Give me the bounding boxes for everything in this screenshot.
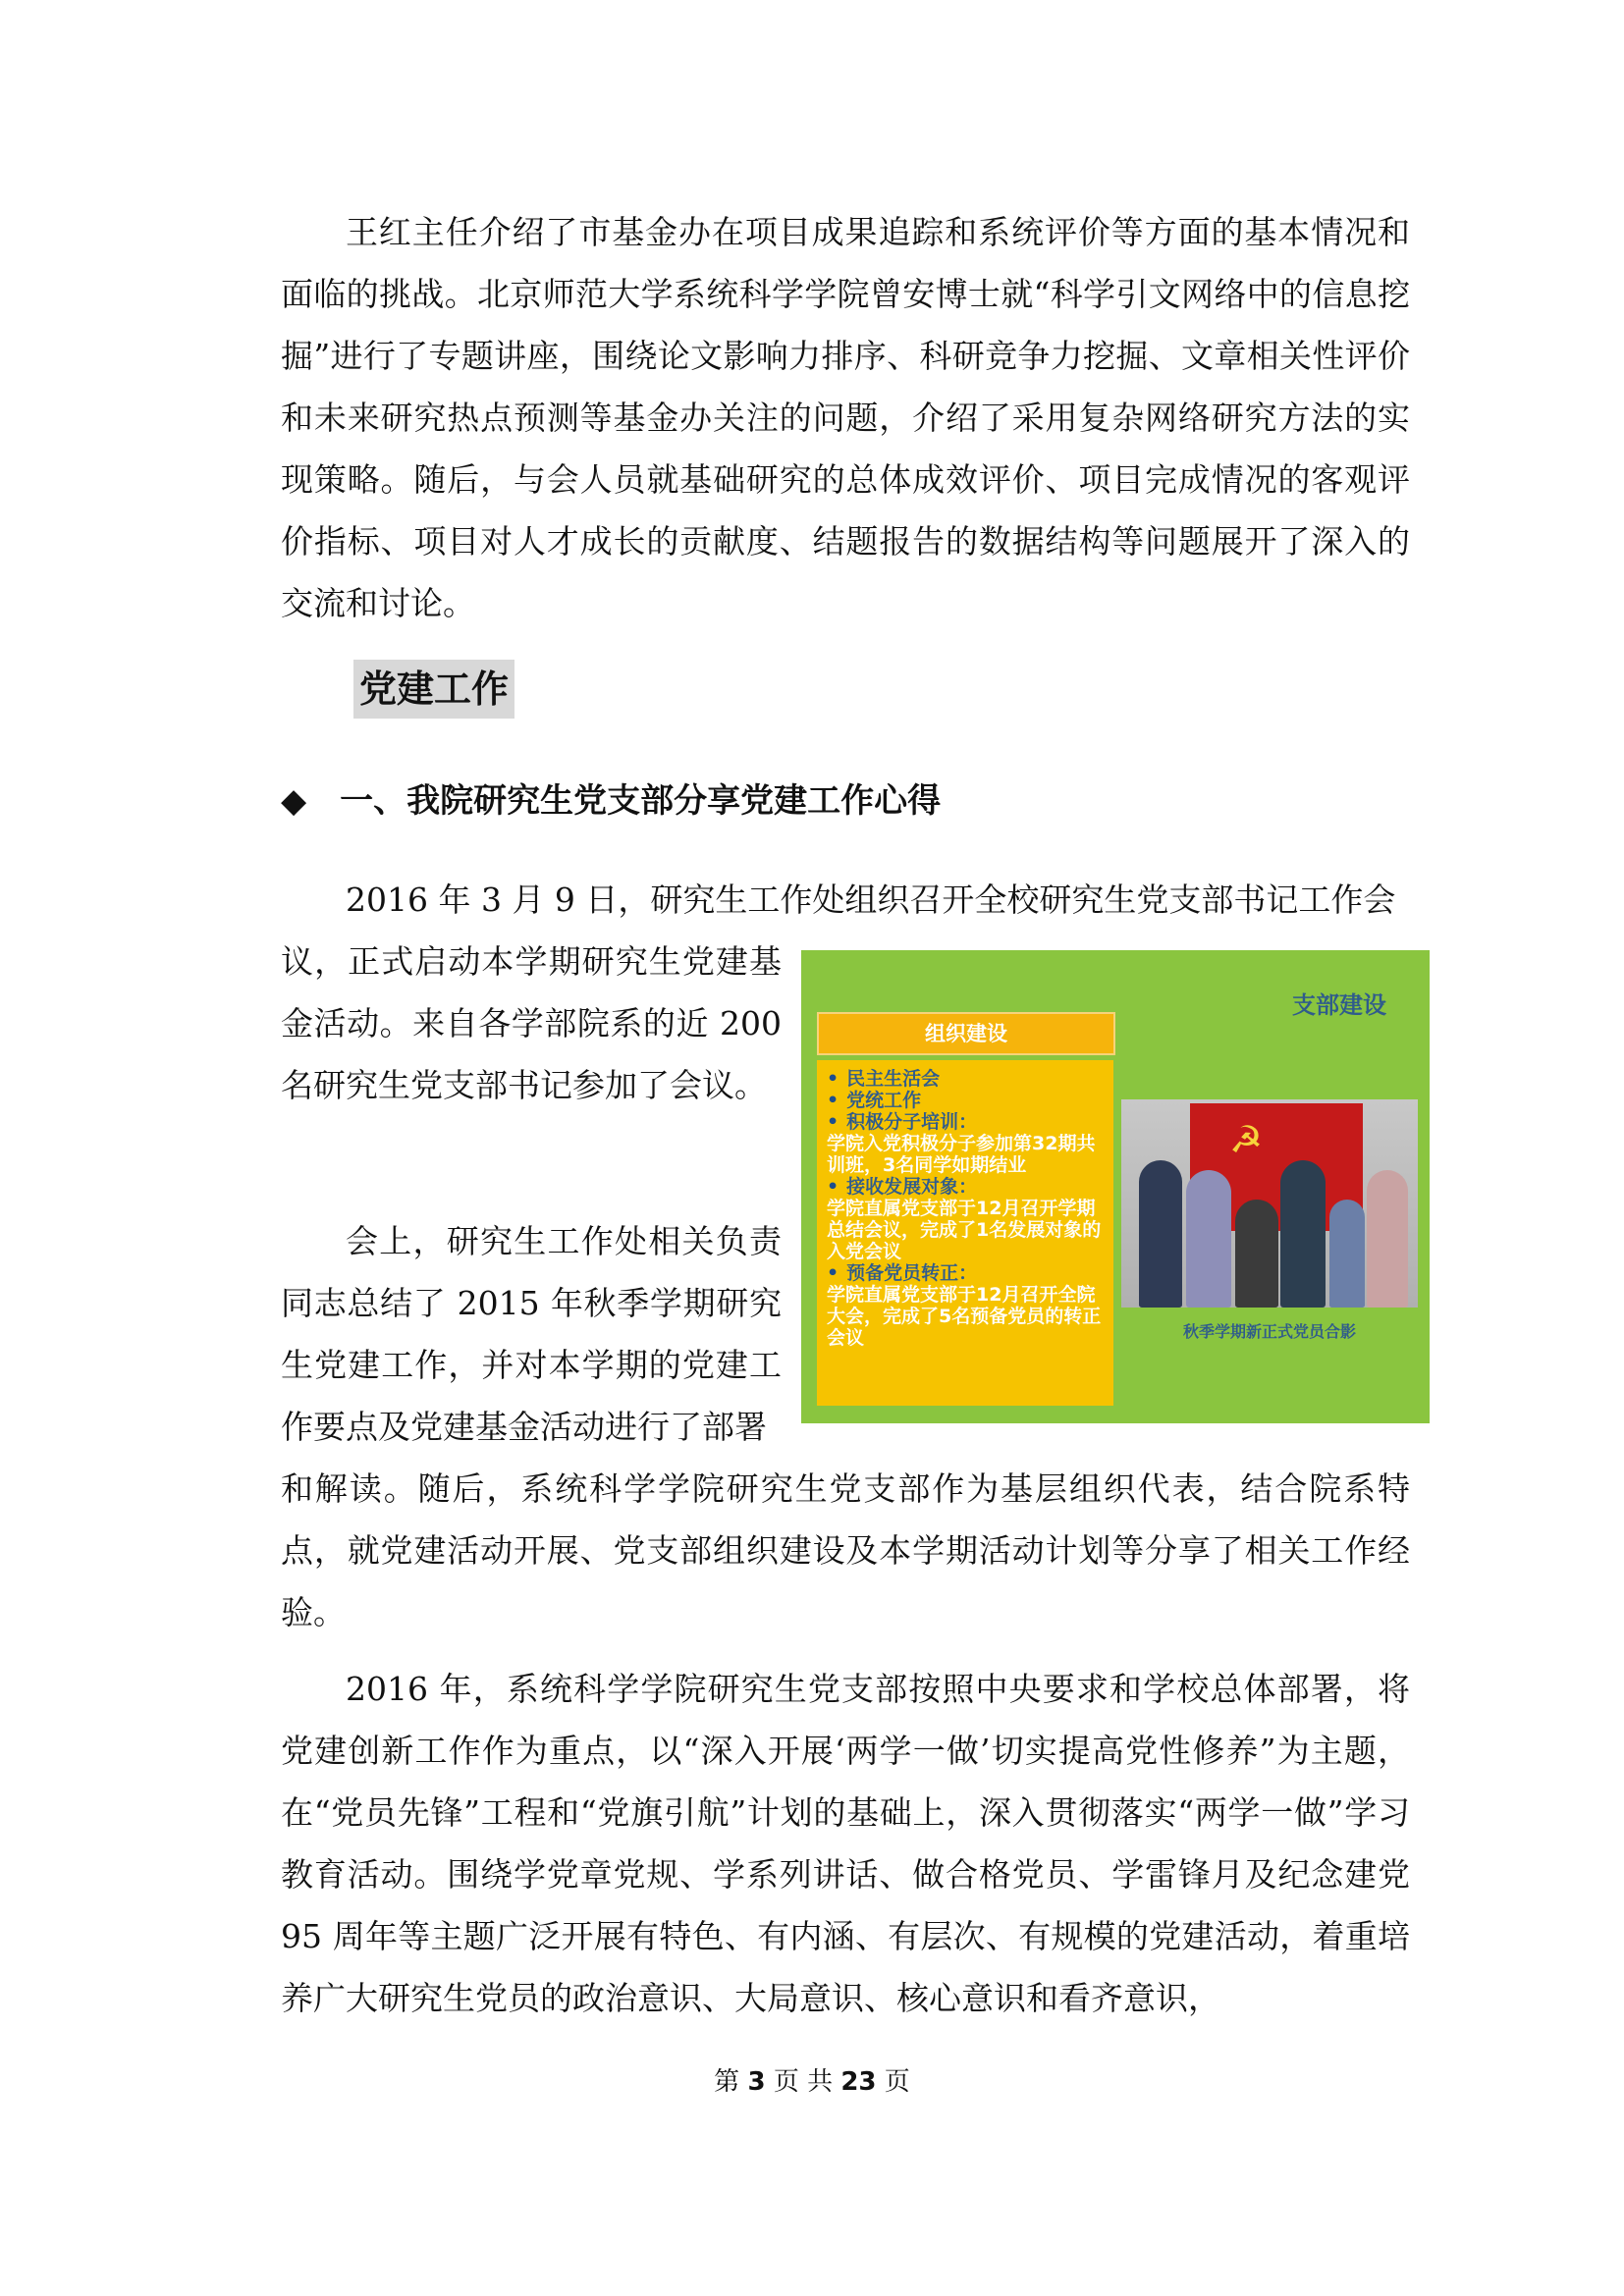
branch-building-infographic <box>801 950 1430 1423</box>
paragraph-summary-wrap: 会上，研究生工作处相关负责同志总结了 2015 年秋季学期研究生党建工作，并对本学期的党建工作要点及党建基金活动进行了部署 <box>281 1222 782 1446</box>
org-list-item: • 党统工作 <box>827 1090 922 1111</box>
person-figure <box>1139 1160 1182 1308</box>
organization-banner: 组织建设 <box>817 1012 1115 1055</box>
organization-list <box>817 1060 1113 1406</box>
paragraph-2016-work: 2016 年，系统科学学院研究生党支部按照中央要求和学校总体部署，将党建创新工作作为重点，以“深入开展‘两学一做’切实提高党性修养”为主题，在“党员先锋”工程和“党旗引航”计划的基础上，深入贯彻落实“两学一做”学习教育活动。围绕学党章党规、学系列讲话、做合格党员、学雷锋月及纪念建党 95 周年等主题广泛开展有特色、有内涵、有层次、有规模的党建活动，着重培养广大研究生党员的政治意识、大局意识、核心意识和看齐意识， <box>281 1670 1410 2017</box>
paragraph-summary-rest: 和解读。随后，系统科学学院研究生党支部作为基层组织代表，结合院系特点，就党建活动开展、党支部组织建设及本学期活动计划等分享了相关工作经验。 <box>281 1469 1410 1631</box>
org-list-item: • 接收发展对象： 学院直属党支部于12月召开学期总结会议，完成了1名发展对象的入党会议 <box>827 1176 1102 1262</box>
person-figure <box>1186 1170 1231 1308</box>
person-figure <box>1235 1200 1278 1308</box>
subsection-heading <box>281 777 941 825</box>
page-number: 3 <box>747 2067 766 2097</box>
org-list-item: • 民主生活会 <box>827 1068 941 1090</box>
subsection-heading-text: 一、我院研究生党支部分享党建工作心得 <box>340 781 942 821</box>
paragraph-meeting-wrap: 议，正式启动本学期研究生党建基金活动。来自各学部院系的近 200 名研究生党支部书记参加了会议。 <box>281 942 782 1104</box>
page-total: 23 <box>840 2067 877 2097</box>
person-figure <box>1329 1200 1365 1308</box>
page-footer: 第 3 页 共 23 页 <box>714 2067 910 2097</box>
paragraph-intro: 王红主任介绍了市基金办在项目成果追踪和系统评价等方面的基本情况和面临的挑战。北京师范大学系统科学学院曾安博士就“科学引文网络中的信息挖掘”进行了专题讲座，围绕论文影响力排序、科研竞争力挖掘、文章相关性评价和未来研究热点预测等基金办关注的问题，介绍了采用复杂网络研究方法的实现策略。随后，与会人员就基础研究的总体成效评价、项目完成情况的客观评价指标、项目对人才成长的贡献度、结题报告的数据结构等问题展开了深入的交流和讨论。 <box>281 213 1410 622</box>
infographic-title: 支部建设 <box>1292 991 1386 1019</box>
person-figure <box>1280 1160 1326 1308</box>
section-title: 党建工作 <box>353 660 514 719</box>
photo-caption: 秋季学期新正式党员合影 <box>1182 1322 1356 1341</box>
person-figure <box>1367 1170 1408 1308</box>
diamond-bullet-icon: ◆ <box>281 781 307 821</box>
group-photo <box>1121 1099 1418 1308</box>
paragraph-meeting-first-line: 2016 年 3 月 9 日，研究生工作处组织召开全校研究生党支部书记工作会 <box>346 881 1396 919</box>
org-list-item: • 积极分子培训： 学院入党积极分子参加第32期共训班，3名同学如期结业 <box>827 1111 1096 1176</box>
party-emblem-icon: ☭ <box>1228 1118 1264 1161</box>
org-list-item: • 预备党员转正： 学院直属党支部于12月召开全院大会，完成了5名预备党员的转正会议 <box>827 1262 1102 1349</box>
